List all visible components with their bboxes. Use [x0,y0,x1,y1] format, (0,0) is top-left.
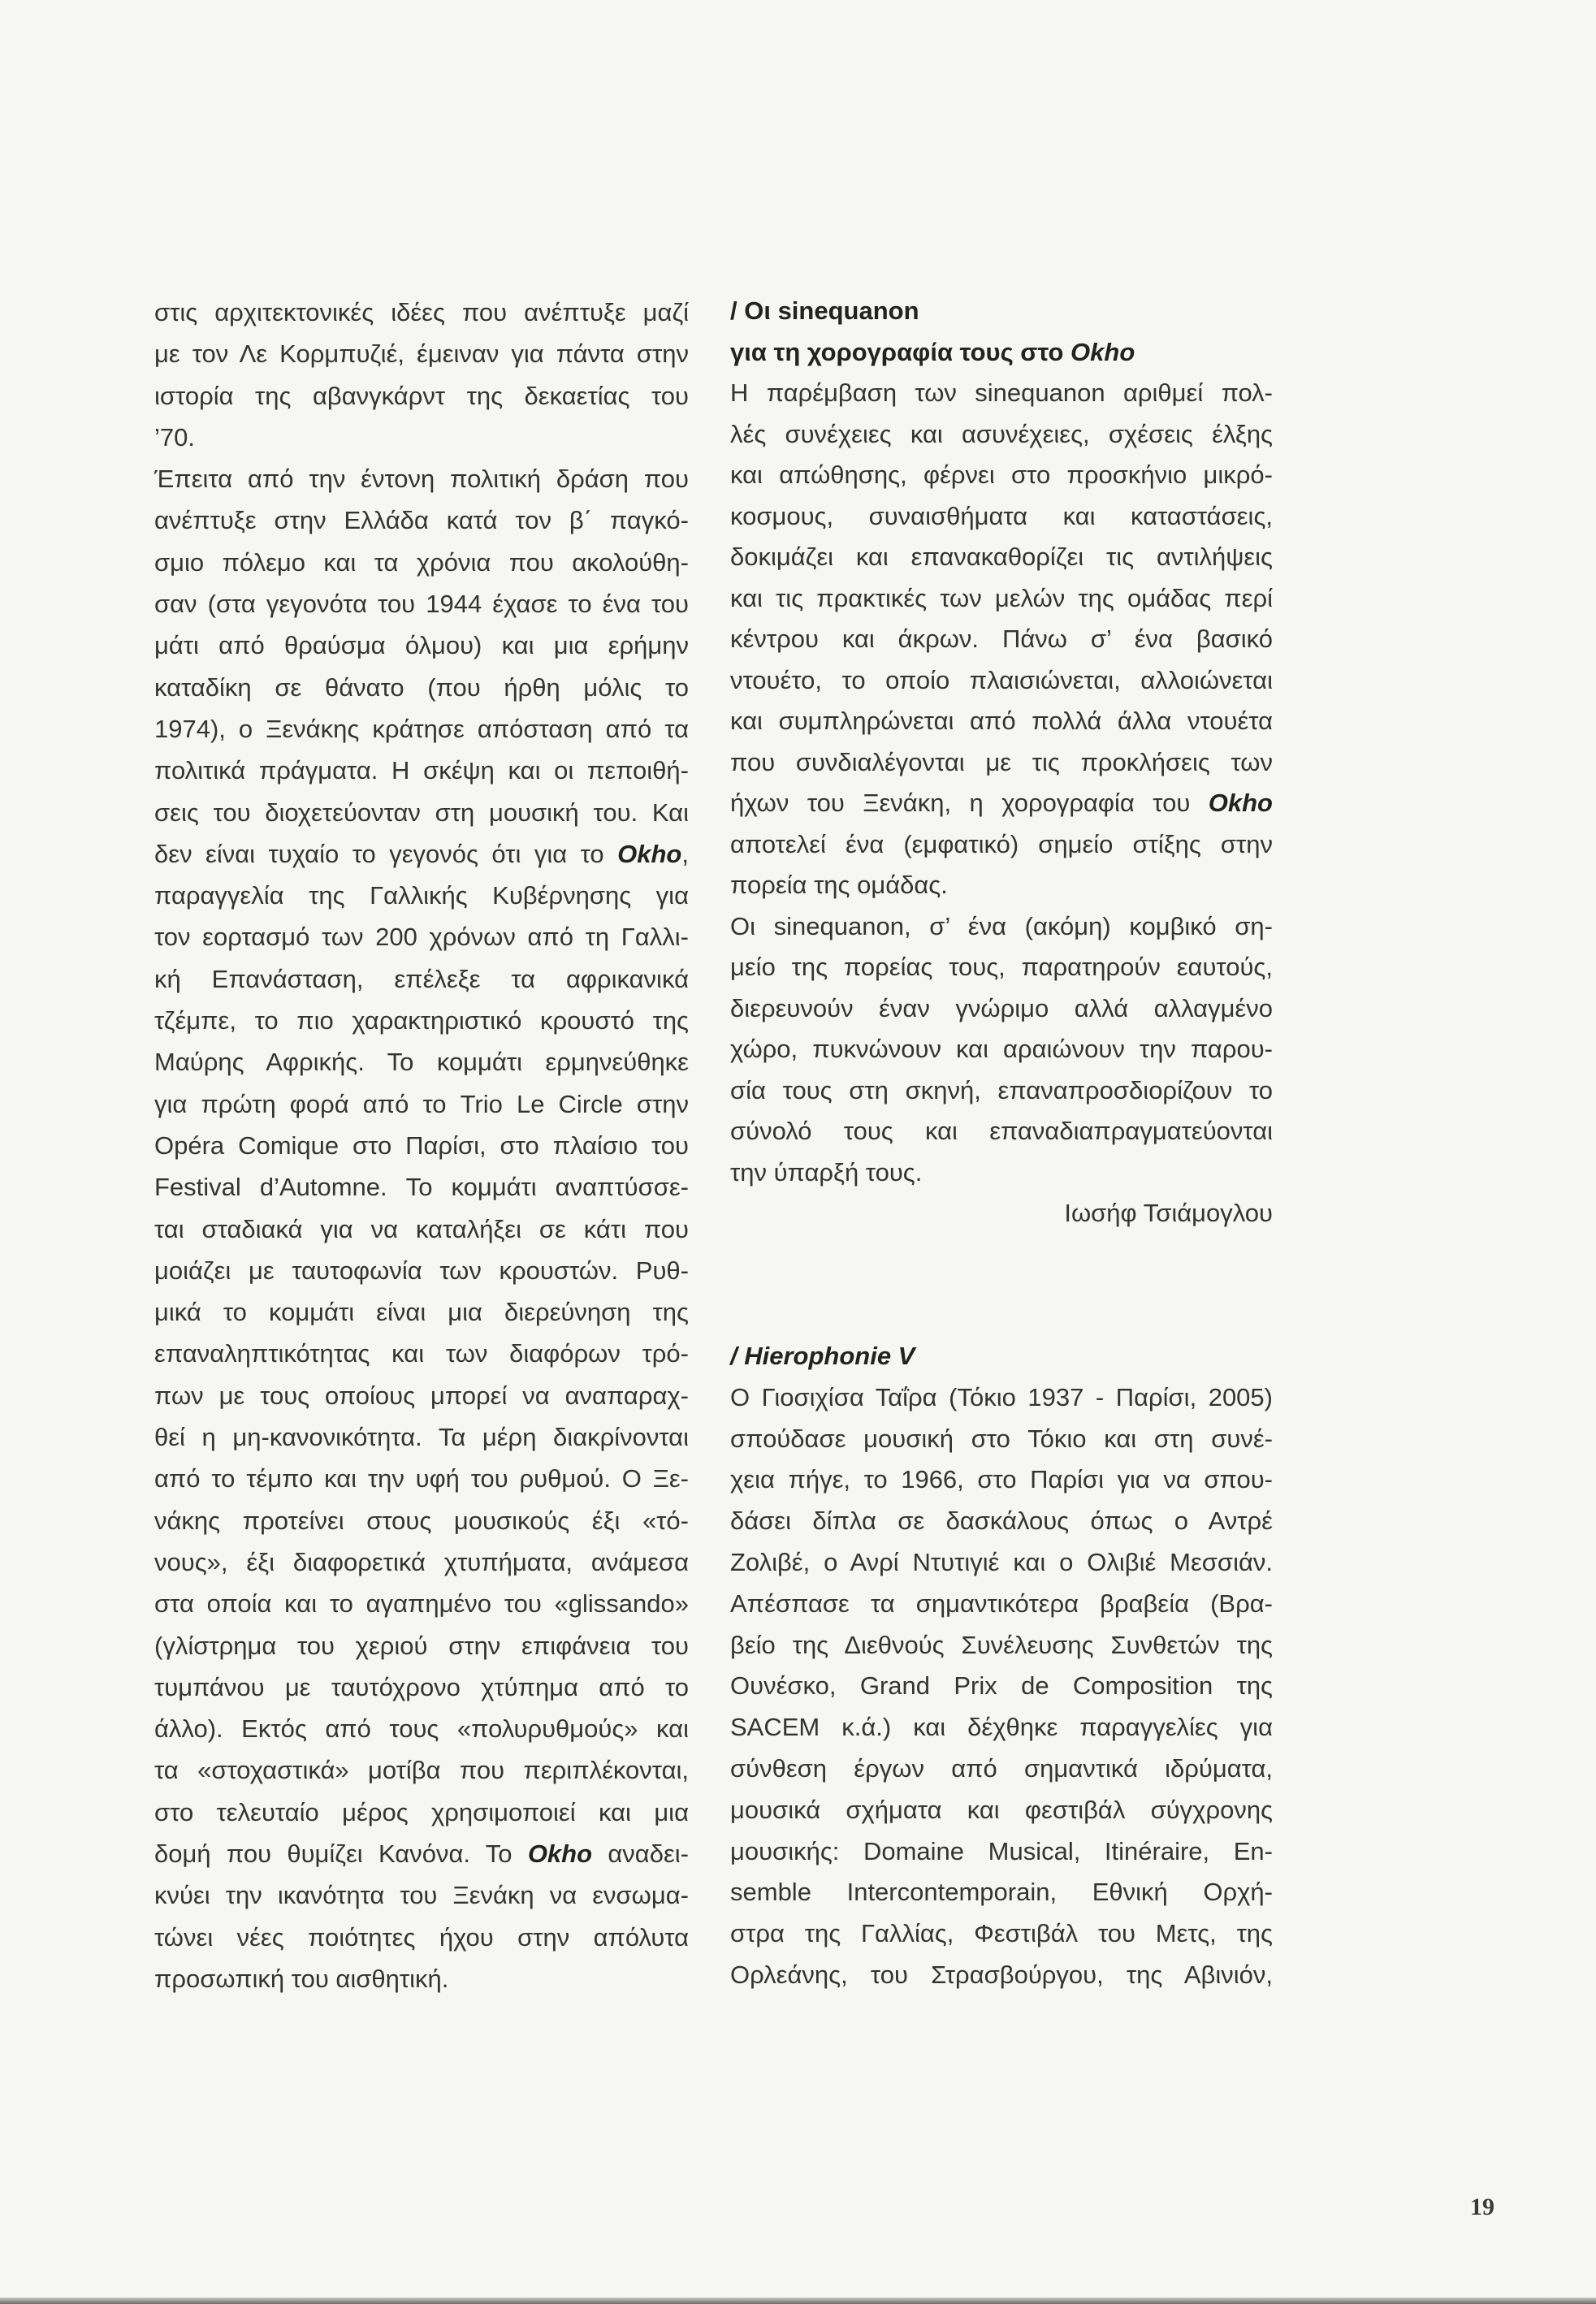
body-text-line: νους», έξι διαφορετικά χτυπήματα, ανάμεσα [154,1547,689,1576]
text-segment: δεν είναι τυχαίο το γεγονός ότι για το [154,839,618,868]
emphasized-title: / Hierophonie V [730,1342,915,1370]
text-segment: , [681,839,689,868]
body-text-line: ιστορία της αβανγκάρντ της δεκαετίας του [154,381,689,410]
body-text-line: άλλο). Εκτός από τους «πολυρυθμούς» και [154,1714,689,1744]
body-text-line [154,1833,689,1874]
body-text-line: πων με τους οποίους μπορεί να αναπαραχ- [154,1381,689,1410]
body-text-line: τυμπάνου με ταυτόχρονο χτύπημα από το [154,1672,689,1701]
body-text-line: λές συνέχειες και ασυνέχειες, σχέσεις έλξης [730,419,1273,448]
body-text-line: κνύει την ικανότητα του Ξενάκη να ενσωμα- [154,1881,689,1910]
body-text-line: μικά το κομμάτι είναι μια διερεύνηση της [154,1298,689,1327]
body-text-line: κέντρου και άκρων. Πάνω σ’ ένα βασικό [730,625,1273,653]
body-text-line: σύνθεση έργων από σημαντικά ιδρύματα, [730,1753,1273,1783]
paragraph [730,1377,1273,1996]
body-text-line: Οι sinequanon, σ’ ένα (ακόμη) κομβικό ση- [730,911,1273,940]
body-text-line: στρα της Γαλλίας, Φεστιβάλ του Μετς, της [730,1919,1273,1948]
body-text-line: τώνει νέες ποιότητες ήχου στην απόλυτα [154,1922,689,1952]
body-text-line: θεί η μη-κανονικότητα. Τα μέρη διακρίνονται [154,1423,689,1452]
scan-edge [0,2298,1596,2304]
body-text-line: Ορλεάνης, του Στρασβούργου, της Αβινιόν, [730,1960,1273,1989]
body-text-line: σεις του διοχετεύονταν στη μουσική του. Και [154,798,689,827]
body-text-line: κοσμους, συναισθήματα και καταστάσεις, [730,501,1273,530]
page-number: 19 [1470,2194,1494,2220]
body-text-line: αποτελεί ένα (εμφατικό) σημείο στίξης στην [730,829,1273,858]
body-text-line: προσωπική του αισθητική. [154,1964,449,1993]
body-text-line: καταδίκη σε θάνατο (που ήρθη μόλις το [154,672,689,702]
body-text-line [154,833,689,875]
paragraph [154,292,689,458]
body-text-line: μουσικά σχήματα και φεστιβάλ σύγχρονης [730,1795,1273,1824]
paragraph [730,906,1273,1194]
body-text-line: την ύπαρξή τους. [730,1157,923,1187]
body-text-line: χεια πήγε, το 1966, στο Παρίσι για να σπου- [730,1465,1273,1494]
body-text-line: Festival d’Automne. Το κομμάτι αναπτύσσε- [154,1173,689,1202]
body-text-line: στο τελευταίο μέρος χρησιμοποιεί και μια [154,1797,689,1826]
emphasized-title: Okho [1208,789,1273,817]
body-text-line: Η παρέμβαση των sinequanon αριθμεί πολ- [730,378,1273,407]
body-text-line: Ο Γιοσιχίσα Ταΐρα (Τόκιο 1937 - Παρίσι, 2005) [730,1382,1273,1411]
body-text-line: και συμπληρώνεται από πολλά άλλα ντουέτα [730,707,1273,735]
body-text-line: με τον Λε Κορμπυζιέ, έμειναν για πάντα στην [154,339,689,369]
section-hierophonie [730,1336,1273,1996]
body-text-line: τα «στοχαστικά» μοτίβα που περιπλέκονται, [154,1756,689,1785]
body-text-line: χώρο, πυκνώνουν και αραιώνουν την παρου- [730,1035,1273,1063]
body-text-line: SACEM κ.ά.) και δέχθηκε παραγγελίες για [730,1713,1273,1742]
body-text-line: 1974), ο Ξενάκης κράτησε απόσταση από τα [154,714,689,743]
body-text-line: βείο της Διεθνούς Συνέλευσης Συνθετών της [730,1630,1273,1659]
body-text-line: τον εορτασμό των 200 χρόνων από τη Γαλλι- [154,923,689,952]
body-text-line: και τις πρακτικές των μελών της ομάδας περί [730,583,1273,612]
author-name: Ιωσήφ Τσιάμογλου [1064,1199,1273,1227]
text-segment: αναδει- [592,1839,689,1868]
body-text-line: μάτι από θραύσμα όλμου) και μια ερήμην [154,631,689,660]
body-text-line: κή Επανάσταση, επέλεξε τα αφρικανικά [154,964,689,993]
body-text-line: Έπειτα από την έντονη πολιτική δράση που [154,465,689,494]
body-text-line: στις αρχιτεκτονικές ιδέες που ανέπτυξε μαζί [154,298,689,326]
body-text-line: semble Intercontemporain, Εθνική Ορχή- [730,1878,1273,1907]
body-text-line: ται σταδιακά για να καταλήξει σε κάτι που [154,1214,689,1243]
text-segment: για τη χορογραφία τους στο [730,337,1071,366]
text-segment: δομή που θυμίζει Κανόνα. Το [154,1839,528,1868]
body-text-line: μείο της πορείας τους, παρατηρούν εαυτούς, [730,953,1273,981]
body-text-line: Ουνέσκο, Grand Prix de Composition της [730,1671,1273,1701]
body-text-line: που συνδιαλέγονται με τις προκλήσεις των [730,747,1273,776]
body-text-line: ’70. [154,422,195,452]
body-text-line: και απώθησης, φέρνει στο προσκήνιο μικρό- [730,460,1273,489]
emphasized-title: Okho [1070,337,1135,366]
body-text-line: Απέσπασε τα σημαντικότερα βραβεία (Βρα- [730,1589,1273,1618]
body-text-line: παραγγελία της Γαλλικής Κυβέρνησης για [154,881,689,910]
body-text-line: (γλίστρημα του χεριού στην επιφάνεια του [154,1631,689,1660]
body-text-line: επαναληπτικότητας και των διαφόρων τρό- [154,1339,689,1368]
body-text-line: πολιτικά πράγματα. Η σκέψη και οι πεποιθή- [154,756,689,785]
text-segment: ήχων του Ξενάκη, η χορογραφία του [730,789,1209,817]
body-text-line: δάσει δίπλα σε δασκάλους όπως ο Αντρέ [730,1506,1273,1536]
body-text-line: διερευνούν έναν γνώριμο αλλά αλλαγμένο [730,993,1273,1022]
section-heading-line [730,332,1273,374]
body-text-line: σαν (στα γεγονότα του 1944 έχασε το ένα του [154,590,689,619]
left-column [154,292,689,1999]
body-text-line: Ζολιβέ, ο Ανρί Ντυτιγιέ και ο Ολιβιέ Μεσσιάν. [730,1547,1273,1576]
body-text-line: για πρώτη φορά από το Trio Le Circle στην [154,1089,689,1118]
body-text-line: από το τέμπο και την υφή του ρυθμού. Ο Ξε- [154,1464,689,1493]
paragraph [730,373,1273,906]
body-text-line: στα οποία και το αγαπημένο του «glissando» [154,1589,689,1619]
section-heading-line: / Οι sinequanon [730,296,919,325]
section-heading-line [730,1336,1273,1377]
body-text-line: ντουέτο, το οποίο πλαισιώνεται, αλλοιώνεται [730,665,1273,694]
body-text-line: νάκης προτείνει στους μουσικούς έξι «τό- [154,1506,689,1535]
emphasized-title: Okho [527,1839,593,1868]
emphasized-title: Okho [617,839,682,868]
body-text-line: Opéra Comique στο Παρίσι, στο πλαίσιο του [154,1130,689,1160]
body-text-line: δοκιμάζει και επανακαθορίζει τις αντιλήψεις [730,542,1273,571]
body-text-line [730,783,1273,824]
body-text-line: τζέμπε, το πιο χαρακτηριστικό κρουστό της [154,1006,689,1035]
body-text-line: μοιάζει με ταυτοφωνία των κρουστών. Ρυθ- [154,1256,689,1285]
body-text-line: σία τους στη σκηνή, επαναπροσδιορίζουν το [730,1075,1273,1104]
body-text-line: Μαύρης Αφρικής. Το κομμάτι ερμηνεύθηκε [154,1048,689,1077]
body-text-line: ανέπτυξε στην Ελλάδα κατά τον β΄ παγκό- [154,506,689,535]
paragraph [154,458,689,1999]
section-sinequanon [730,291,1273,1234]
body-text-line: μουσικής: Domaine Musical, Itinéraire, En- [730,1836,1273,1865]
body-text-line: σύνολό τους και επαναδιαπραγματεύονται [730,1117,1273,1145]
body-text-line: πορεία της ομάδας. [730,871,948,899]
body-text-line: σπούδασε μουσική στο Τόκιο και στη συνέ- [730,1424,1273,1453]
body-text-line: σμιο πόλεμο και τα χρόνια που ακολούθη- [154,547,689,577]
